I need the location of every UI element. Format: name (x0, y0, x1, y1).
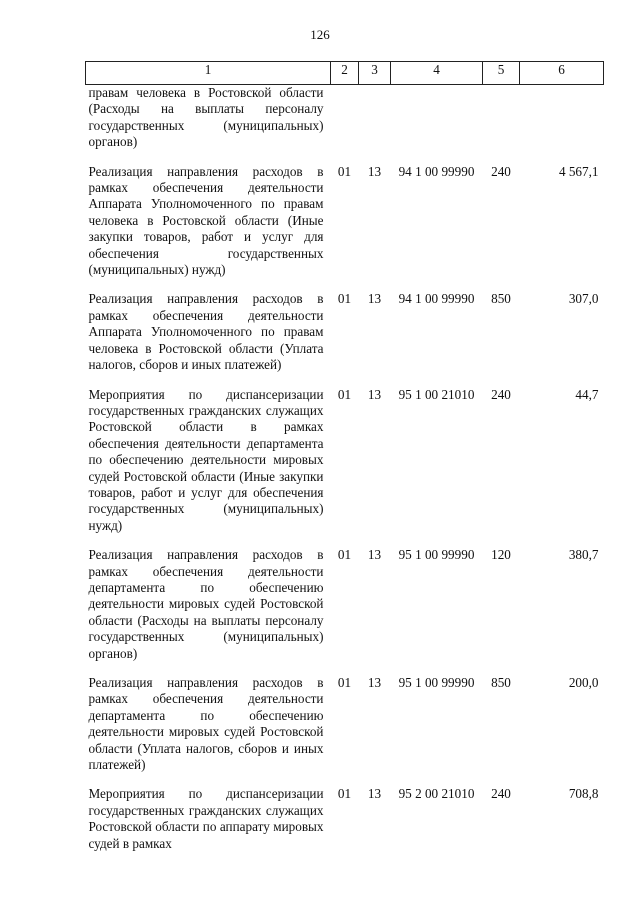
section-code: 01 (337, 163, 352, 179)
section-code: 01 (337, 786, 352, 802)
expense-type-code: 240 (491, 786, 511, 802)
subsection-code: 13 (367, 163, 382, 179)
target-article-code: 94 1 00 99990 (398, 291, 475, 307)
table-row (86, 675, 604, 786)
row-description: Реализация направления расходов в рамках обеспечения деятельности департамента по обеспечению деятельности мировых судей Ростовской области (Расходы на выплаты персоналу государственных (муниципальных) органов) (88, 547, 324, 661)
row-description: Мероприятия по диспансеризации государственных гражданских служащих Ростовской области в рамках обеспечения деятельности департамента по обеспечению деятельности мировых судей Ростовской области (Иные закупки товаров, работ и услуг для обеспечения государственных (муниципальных) нужд) (88, 386, 324, 533)
column-header: 6 (520, 62, 604, 85)
column-header: 3 (359, 62, 391, 85)
table-row (86, 786, 604, 852)
target-article-code (391, 85, 483, 164)
table-row (86, 387, 604, 548)
amount-value: 4 567,1 (558, 163, 599, 179)
table-row (86, 85, 604, 164)
table-row (86, 547, 604, 675)
target-article-code: 95 1 00 99990 (398, 547, 475, 563)
subsection-code (359, 85, 391, 164)
subsection-code: 13 (367, 547, 382, 563)
expense-type-code: 240 (491, 386, 511, 402)
column-header: 4 (391, 62, 483, 85)
amount-value: 307,0 (568, 291, 599, 307)
amount-value: 380,7 (568, 547, 599, 563)
amount-value: 200,0 (568, 675, 599, 690)
expense-type-code: 850 (491, 291, 511, 307)
target-article-code: 95 1 00 21010 (398, 386, 475, 402)
target-article-code: 95 1 00 99990 (398, 675, 475, 690)
row-description: Мероприятия по диспансеризации государственных гражданских служащих Ростовской области по аппарату мировых судей в рамках (88, 786, 324, 851)
target-article-code: 95 2 00 21010 (398, 786, 475, 802)
row-description: Реализация направления расходов в рамках обеспечения деятельности Аппарата Уполномоченного по правам человека в Ростовской области (Уплата налогов, сборов и иных платежей) (88, 291, 324, 373)
row-description: Реализация направления расходов в рамках обеспечения деятельности Аппарата Уполномоченного по правам человека в Ростовской области (Иные закупки товаров, работ и услуг для обеспечения государственных (муниципальных) нужд) (88, 163, 324, 278)
section-code: 01 (337, 547, 352, 563)
table-row (86, 164, 604, 292)
expense-type-code: 120 (491, 547, 511, 563)
table-header-row (86, 62, 604, 85)
column-header: 5 (483, 62, 520, 85)
row-description: Реализация направления расходов в рамках обеспечения деятельности департамента по обеспечению деятельности мировых судей Ростовской области (Уплата налогов, сборов и иных платежей) (88, 675, 324, 773)
section-code: 01 (337, 386, 352, 402)
section-code: 01 (337, 291, 352, 307)
expense-type-code: 240 (491, 163, 511, 179)
page-number: 126 (310, 27, 330, 42)
subsection-code: 13 (367, 291, 382, 307)
section-code (331, 85, 359, 164)
row-description: правам человека в Ростовской области (Расходы на выплаты персоналу государственных (муниципальных) органов) (88, 85, 324, 150)
amount-value: 44,7 (575, 386, 599, 402)
expense-type-code (483, 85, 520, 164)
subsection-code: 13 (367, 386, 382, 402)
section-code: 01 (337, 675, 352, 690)
expense-type-code: 850 (491, 675, 511, 690)
amount-value (520, 85, 604, 164)
subsection-code: 13 (367, 786, 382, 802)
amount-value: 708,8 (568, 786, 599, 802)
table-row (86, 291, 604, 386)
column-header: 2 (331, 62, 359, 85)
column-header: 1 (86, 62, 331, 85)
budget-table (85, 61, 604, 852)
subsection-code: 13 (367, 675, 382, 690)
target-article-code: 94 1 00 99990 (398, 163, 475, 179)
